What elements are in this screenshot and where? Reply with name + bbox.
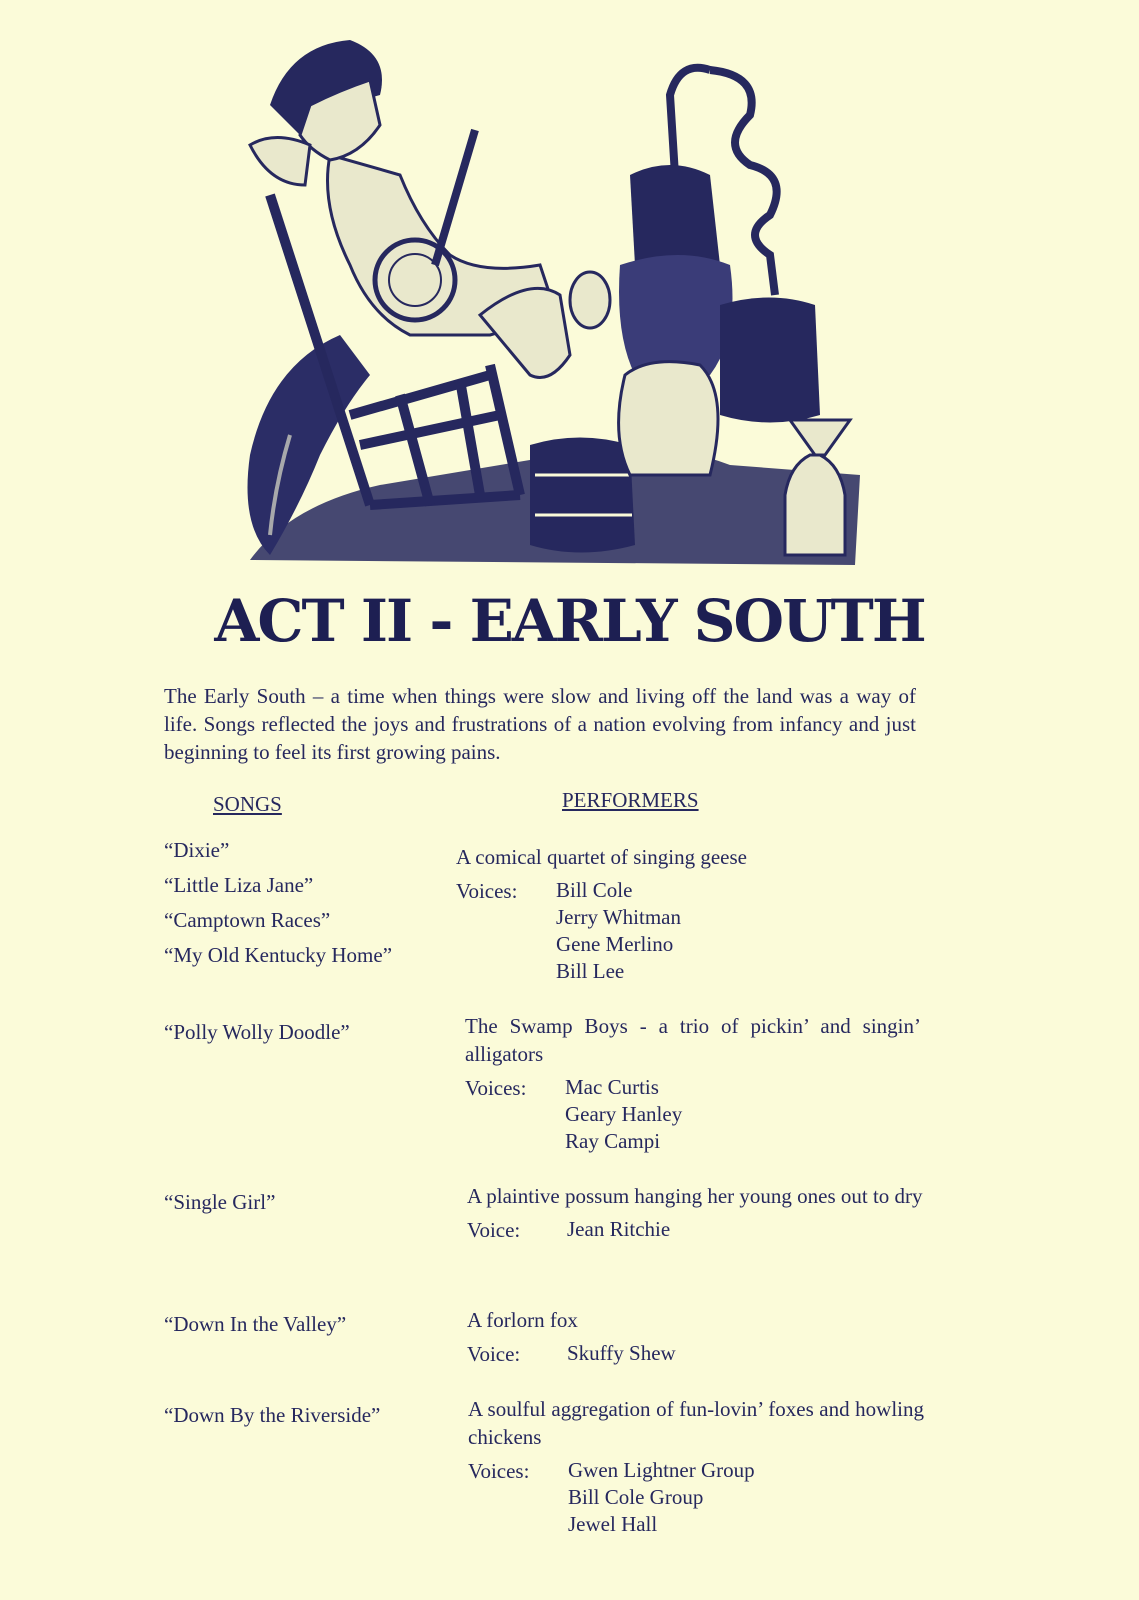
song-title: “Camptown Races” xyxy=(164,908,331,932)
voice-name: Geary Hanley xyxy=(565,1102,683,1126)
performer-block xyxy=(467,1182,923,1244)
song-list xyxy=(164,836,454,976)
voice-name: Bill Cole Group xyxy=(568,1485,704,1509)
song-list xyxy=(164,1188,454,1223)
songs-column-header: SONGS xyxy=(213,792,282,816)
voice-name: Jewel Hall xyxy=(568,1512,658,1536)
voices-row xyxy=(467,1216,923,1244)
fox-banjo-illustration xyxy=(230,35,880,575)
voices-row xyxy=(467,1340,923,1368)
song-title: “Single Girl” xyxy=(164,1190,276,1214)
voices-row xyxy=(468,1457,924,1538)
voice-names xyxy=(567,1216,670,1244)
voice-name: Skuffy Shew xyxy=(567,1341,676,1365)
song-title: “Polly Wolly Doodle” xyxy=(164,1020,350,1044)
song-title: “Little Liza Jane” xyxy=(164,873,314,897)
intro-paragraph: The Early South – a time when things were slow and living off the land was a way of life. Songs reflected the joys and frustrations of a nation evolving from infancy and just beginning to feel its first growing pains. xyxy=(164,684,916,764)
performer-description: A soulful aggregation of fun-lovin’ foxes and howling chickens xyxy=(468,1397,924,1449)
voice-name: Jean Ritchie xyxy=(567,1217,671,1241)
voice-names xyxy=(567,1340,676,1368)
voices-row xyxy=(465,1074,921,1155)
performer-block xyxy=(456,843,912,985)
voice-name: Bill Lee xyxy=(556,959,625,983)
performer-description: A comical quartet of singing geese xyxy=(456,845,747,869)
voice-names xyxy=(556,877,681,985)
page-title: ACT II - EARLY SOUTH xyxy=(214,587,925,655)
performer-description: A plaintive possum hanging her young ones out to dry xyxy=(467,1184,923,1208)
voice-names xyxy=(568,1457,755,1538)
voice-name: Gene Merlino xyxy=(556,932,674,956)
voice-name: Gwen Lightner Group xyxy=(568,1458,755,1482)
song-list xyxy=(164,1310,454,1345)
performer-block xyxy=(467,1306,923,1368)
song-list xyxy=(164,1401,454,1436)
performer-description: A forlorn fox xyxy=(467,1308,578,1332)
voice-name: Mac Curtis xyxy=(565,1075,659,1099)
voices-label: Voice: xyxy=(467,1342,521,1366)
song-list xyxy=(164,1018,454,1053)
voices-row xyxy=(456,877,912,985)
song-title: “Dixie” xyxy=(164,838,230,862)
voice-names xyxy=(565,1074,682,1155)
voices-label: Voices: xyxy=(456,879,518,903)
voice-name: Jerry Whitman xyxy=(556,905,681,929)
song-title: “Down By the Riverside” xyxy=(164,1403,381,1427)
voice-name: Ray Campi xyxy=(565,1129,661,1153)
voices-label: Voices: xyxy=(468,1459,530,1483)
voice-name: Bill Cole xyxy=(556,878,633,902)
performers-column-header: PERFORMERS xyxy=(562,788,699,812)
voices-label: Voice: xyxy=(467,1218,521,1242)
performer-block xyxy=(465,1012,921,1155)
song-title: “Down In the Valley” xyxy=(164,1312,347,1336)
performer-description: The Swamp Boys - a trio of pickin’ and singin’ alligators xyxy=(465,1014,921,1066)
performer-block xyxy=(468,1395,924,1538)
song-title: “My Old Kentucky Home” xyxy=(164,943,393,967)
voices-label: Voices: xyxy=(465,1076,527,1100)
